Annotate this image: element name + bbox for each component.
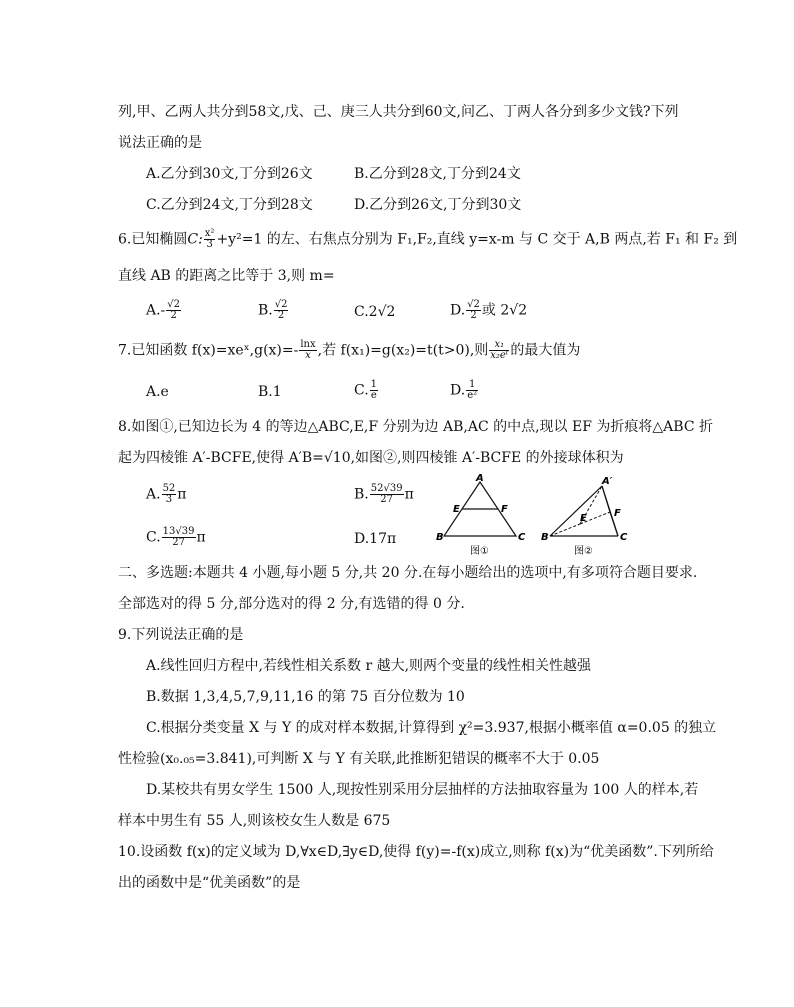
q7-option-d-frac xyxy=(466,380,478,401)
q6-line-2: 直线 AB 的距离之比等于 3,则 m= xyxy=(118,268,335,284)
q10-line-2: 出的函数中是“优美函数”的是 xyxy=(118,875,301,891)
figure-2-label-f: F xyxy=(614,508,621,519)
q8-option-b-num: 52√39 xyxy=(370,483,403,494)
q8-option-c-label: C. xyxy=(146,529,161,546)
q5-line-2: 说法正确的是 xyxy=(118,135,202,151)
q7-option-c xyxy=(354,380,379,401)
q9-option-d-line-1: D.某校共有男女学生 1500 人,现按性别采用分层抽样的方法抽取容量为 100 人的样本,若 xyxy=(146,782,699,798)
figure-1-label-a: A xyxy=(476,474,484,484)
figure-2-label-b: B xyxy=(541,532,549,543)
q7-pre: 7.已知函数 f(x)=xeˣ,g(x)=- xyxy=(118,342,299,359)
q7-option-a: A.e xyxy=(146,384,169,400)
q6-option-d-num: √2 xyxy=(467,299,480,310)
q8-option-c-num: 13√39 xyxy=(162,526,195,537)
figure-2-label-c: C xyxy=(620,532,628,543)
q6-option-b-label: B. xyxy=(258,302,273,319)
q6-option-b-num: √2 xyxy=(274,299,288,310)
figure-1-label-b: B xyxy=(436,532,444,543)
q7-frac-ratio-den: x₂eᵗ xyxy=(490,350,509,361)
figure-2-pyramid xyxy=(540,474,636,558)
q6-rest: +y²=1 的左、右焦点分别为 F₁,F₂,直线 y=x-m 与 C 交于 A,B 两点,若 F₁ 和 F₂ 到 xyxy=(216,231,738,248)
q8-option-d: D.17π xyxy=(354,531,397,547)
q8-option-a-den: 3 xyxy=(165,494,173,505)
q8-line-2: 起为四棱锥 A′-BCFE,使得 A′B=√10,如图②,则四棱锥 A′-BCFE 的外接球体积为 xyxy=(118,450,624,466)
q7-post: 的最大值为 xyxy=(510,342,581,359)
q7-option-d-den: e² xyxy=(467,390,478,401)
q6-option-b-frac xyxy=(274,300,289,321)
figure-2-edge-ba xyxy=(550,486,602,536)
q6-option-c: C.2√2 xyxy=(354,304,396,320)
q8-option-a-num: 52 xyxy=(162,483,176,494)
q6-option-d-den: 2 xyxy=(470,310,477,321)
q6-frac-num: x² xyxy=(204,228,215,239)
q7-frac-g xyxy=(299,340,316,361)
figure-2-label-e: E xyxy=(580,513,587,524)
q8-option-a-frac xyxy=(162,484,177,505)
q9-option-b: B.数据 1,3,4,5,7,9,11,16 的第 75 百分位数为 10 xyxy=(146,689,465,705)
q6-option-a-num: √2 xyxy=(167,299,181,310)
section-2-line-2: 全部选对的得 5 分,部分选对的得 2 分,有选错的得 0 分. xyxy=(118,596,465,612)
q7-mid: ,若 f(x₁)=g(x₂)=t(t>0),则 xyxy=(317,342,489,359)
q7-option-c-label: C. xyxy=(354,382,369,399)
q7-frac-ratio-num: x₁ xyxy=(489,340,509,351)
q6-option-a xyxy=(146,300,182,321)
q7-option-d-num: 1 xyxy=(466,380,478,391)
q6-option-b-den: 2 xyxy=(277,310,285,321)
figure-1-triangle xyxy=(436,474,532,558)
q8-option-c xyxy=(146,527,206,548)
figure-2-edge-fa xyxy=(602,486,610,512)
figure-2-label-a: A′ xyxy=(602,476,613,487)
q7-frac-ratio xyxy=(489,340,509,361)
q8-option-b xyxy=(354,484,414,505)
q6-option-a-frac xyxy=(166,300,181,321)
figure-2-edge-be xyxy=(550,524,580,536)
q5-line-1: 列,甲、乙两人共分到58文,戊、己、庚三人共分到60文,问乙、丁两人各分到多少文钱?下列 xyxy=(118,104,679,120)
q10-line-1: 10.设函数 f(x)的定义域为 D,∀x∈D,∃y∈D,使得 f(y)=-f(x)成立,则称 f(x)为“优美函数”.下列所给 xyxy=(118,844,714,860)
figure-1-caption: 图① xyxy=(470,546,489,557)
q7-option-b: B.1 xyxy=(258,384,282,400)
q6-option-d-label: D. xyxy=(450,302,466,319)
q6-line-1 xyxy=(118,229,737,250)
q8-line-1: 8.如图①,已知边长为 4 的等边△ABC,E,F 分别为边 AB,AC 的中点,现以 EF 为折痕将△ABC 折 xyxy=(118,419,713,435)
q7-frac-g-den: x xyxy=(305,350,311,361)
q8-option-a-pi: π xyxy=(177,486,187,503)
q9-option-d-line-2: 样本中男生有 55 人,则该校女生人数是 675 xyxy=(118,813,391,829)
q7-option-c-den: e xyxy=(370,390,377,401)
q7-option-c-num: 1 xyxy=(370,379,378,390)
q8-option-b-label: B. xyxy=(354,486,369,503)
q6-option-d xyxy=(450,300,527,321)
q6-option-d-frac xyxy=(466,300,481,321)
q6-option-a-label: A.- xyxy=(146,302,166,319)
q8-option-c-den: 27 xyxy=(172,537,185,548)
q6-option-d-rest: 或 2√2 xyxy=(481,302,528,319)
figure-2-caption: 图② xyxy=(574,546,593,557)
q7-frac-g-num: lnx xyxy=(300,339,316,350)
q8-option-c-pi: π xyxy=(196,529,206,546)
q8-option-a xyxy=(146,484,187,505)
q6-option-a-den: 2 xyxy=(170,310,177,321)
q9-option-c-line-1: C.根据分类变量 X 与 Y 的成对样本数据,计算得到 χ²=3.937,根据小概率值 α=0.05 的独立 xyxy=(146,720,717,736)
q7-option-d xyxy=(450,380,479,401)
figure-1-label-f: F xyxy=(501,504,508,515)
figure-1-label-e: E xyxy=(453,504,460,515)
q6-number: 6.已知椭圆 xyxy=(118,231,188,248)
q8-option-b-pi: π xyxy=(404,486,414,503)
q6-fraction xyxy=(204,229,216,250)
q9-option-c-line-2: 性检验(x₀.₀₅=3.841),可判断 X 与 Y 有关联,此推断犯错误的概率不大于 0.05 xyxy=(118,751,600,767)
q8-option-b-den: 27 xyxy=(380,494,394,505)
q6-option-b xyxy=(258,300,289,321)
q7-option-c-frac xyxy=(370,380,378,401)
q5-option-b: B.乙分到28文,丁分到24文 xyxy=(354,166,521,182)
q5-option-d: D.乙分到26文,丁分到30文 xyxy=(354,197,522,213)
q5-option-a: A.乙分到30文,丁分到26文 xyxy=(146,166,313,182)
q8-option-a-label: A. xyxy=(146,486,161,503)
q5-option-c: C.乙分到24文,丁分到28文 xyxy=(146,197,313,213)
q6-frac-den: 3 xyxy=(206,239,213,250)
q6-ellipse-label: C: xyxy=(187,231,203,248)
q8-option-c-frac xyxy=(162,527,196,548)
figure-1-label-c: C xyxy=(518,532,526,543)
section-2-line-1: 二、多选题:本题共 4 小题,每小题 5 分,共 20 分.在每小题给出的选项中,有多项符合题目要求. xyxy=(118,565,698,581)
q7-option-d-label: D. xyxy=(450,382,466,399)
q7-line xyxy=(118,340,580,361)
q9-option-a: A.线性回归方程中,若线性相关系数 r 越大,则两个变量的线性相关性越强 xyxy=(146,658,592,674)
q9-stem: 9.下列说法正确的是 xyxy=(118,627,244,643)
q8-option-b-frac xyxy=(370,484,404,505)
